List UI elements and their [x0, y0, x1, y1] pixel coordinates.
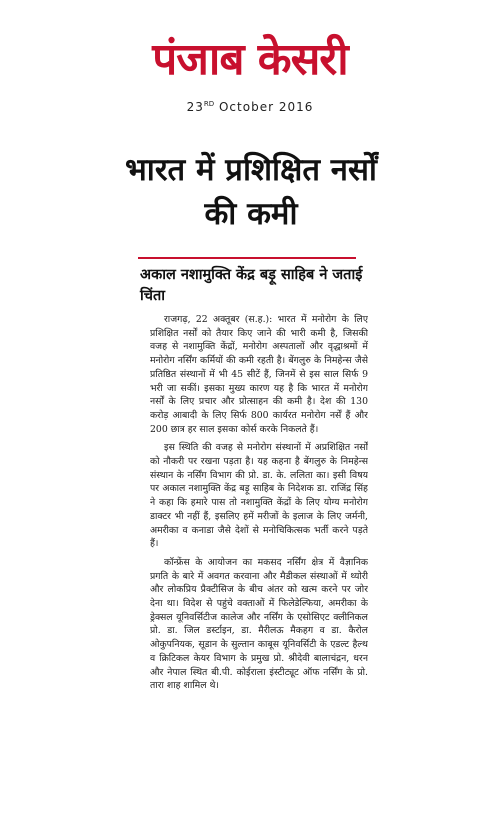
- article-subheadline: अकाल नशामुक्ति केंद्र बड़ू साहिब ने जताई चिंता: [140, 267, 363, 304]
- article-headline: भारत में प्रशिक्षित नर्सों की कमी: [125, 152, 377, 232]
- date-day: 23: [186, 100, 204, 114]
- article-paragraph: इस स्थिति की वजह से मनोरोग संस्थानों में अप्रशिक्षित नर्सों को नौकरी पर रखना पड़ता है। यह कहना है बेंगलुरु के निमहेन्स संस्थान के नर्सिंग विभाग की प्रो. डा. के. ललिता का। इसी विषय पर अकाल नशामुक्ति केंद्र बड़ू साहिब के निदेशक डा. राजिंद्र सिंह ने कहा कि हमारे पास तो नशामुक्ति केंद्रों के लिए योग्य मनोरोग डाक्टर भी नहीं हैं, इसलिए हमें मरीजों के इलाज के लिए जर्मनी, अमरीका व कनाडा जैसे देशों से मनोचिकित्सक भर्ती करने पड़ते हैं।: [150, 442, 368, 550]
- date-month-year: October 2016: [214, 100, 314, 114]
- newspaper-masthead: पंजाब केसरी: [152, 34, 348, 85]
- article-paragraph: राजगढ़, 22 अक्तूबर (स.ह.): भारत में मनोरोग के लिए प्रशिक्षित नर्सों को तैयार किए जाने की भारी कमी है, जिसकी वजह से नशामुक्ति केंद्रों, मनोरोग अस्पतालों और वृद्धाश्रमों में मनोरोग नर्सिंग कर्मियों की कमी रहती है। बेंगलुरु के निमहेन्स जैसे प्रतिष्ठित संस्थानों में भी 45 सीटें हैं, जिनमें से इस साल सिर्फ 9 भरी जा सकीं। इसका मुख्य कारण यह है कि भारत में मनोरोग नर्सों के लिए प्रचार और प्रोत्साहन की कमी है। देश की 130 करोड़ आबादी के लिए सिर्फ 800 कार्यरत मनोरोग नर्सें हैं और 200 छात्र हर साल इसका कोर्स करके निकलते हैं।: [150, 314, 368, 435]
- publication-date: [0, 100, 500, 114]
- article-paragraph: कॉन्फ्रेंस के आयोजन का मकसद नर्सिंग क्षेत्र में वैज्ञानिक प्रगति के बारे में अवगत करवाना और मैडीकल संस्थाओं में थ्योरी और लोकप्रिय प्रैक्टीसिज के बीच अंतर को खत्म करने पर जोर देना था। विदेश से पहुंचे वक्ताओं में फिलेडेल्फिया, अमरीका के ड्रेक्सल यूनिवर्सिटीज कालेज और नर्सिंग के एसोसिएट क्लीनिकल प्रो. डा. जिल डर्स्टाइन, डा. मैरीलऊ मैकहग व डा. कैरोल ओकुपनियक, सूडान के सुल्तान काबूस यूनिवर्सिटी के एडल्ट हैल्थ व क्रिटिकल केयर विभाग के प्रमुख प्रो. श्रीदेवी बालाचंद्रन, धरन और नेपाल स्थित बी.पी. कोईराला इंस्टीट्यूट ऑफ नर्सिंग के प्रो. तारा शाह शामिल थे।: [150, 556, 368, 692]
- headline-divider: [138, 257, 356, 259]
- article-body: [150, 313, 368, 818]
- date-suffix: RD: [203, 100, 215, 108]
